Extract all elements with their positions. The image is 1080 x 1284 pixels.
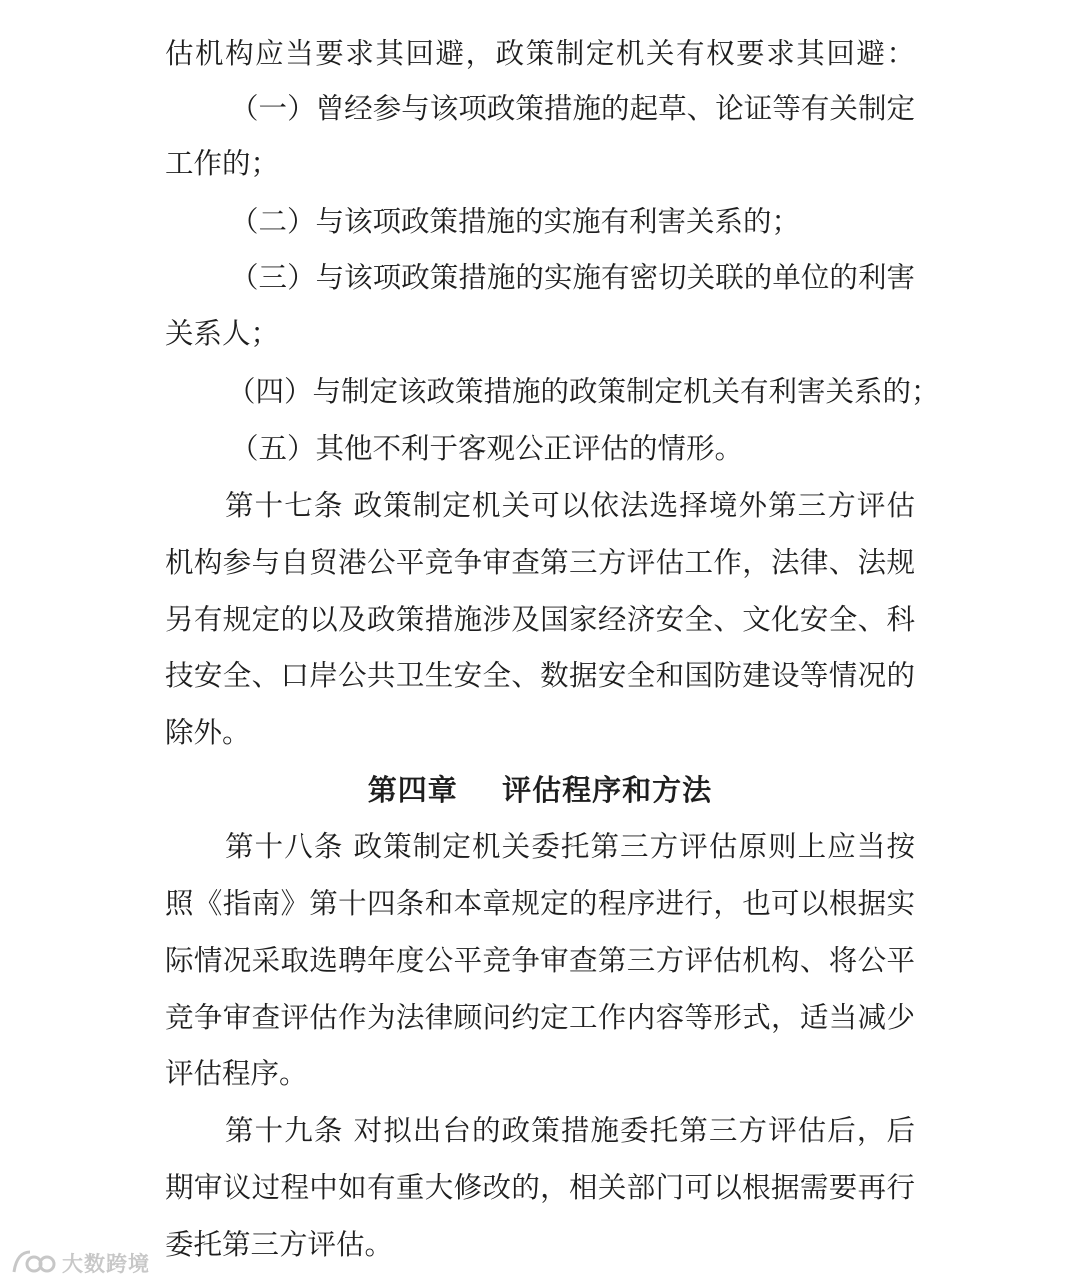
line-14: 第十八条 政策制定机关委托第三方评估原则上应当按 <box>225 830 915 863</box>
line-18: 评估程序。 <box>165 1057 308 1090</box>
brand-logo-icon <box>10 1248 56 1278</box>
line-7: （四）与制定该政策措施的政策制定机关有利害关系的； <box>227 375 940 408</box>
line-17: 竞争审查评估作为法律顾问约定工作内容等形式，适当减少 <box>165 1001 915 1034</box>
line-10: 机构参与自贸港公平竞争审查第三方评估工作，法律、法规 <box>165 546 915 579</box>
line-15: 照《指南》第十四条和本章规定的程序进行，也可以根据实 <box>165 887 915 920</box>
line-3: 工作的； <box>165 147 280 180</box>
line-5: （三）与该项政策措施的实施有密切关联的单位的利害 <box>230 261 915 294</box>
line-16: 际情况采取选聘年度公平竞争审查第三方评估机构、将公平 <box>165 944 915 977</box>
line-21: 委托第三方评估。 <box>165 1228 394 1261</box>
line-2: （一）曾经参与该项政策措施的起草、论证等有关制定 <box>230 92 915 125</box>
line-4: （二）与该项政策措施的实施有利害关系的； <box>230 205 801 238</box>
watermark <box>10 1246 150 1280</box>
line-11: 另有规定的以及政策措施涉及国家经济安全、文化安全、科 <box>165 603 915 636</box>
line-20: 期审议过程中如有重大修改的，相关部门可以根据需要再行 <box>165 1171 915 1204</box>
line-6: 关系人； <box>165 317 280 350</box>
line-13: 除外。 <box>165 716 251 749</box>
watermark-text: 大数跨境 <box>62 1252 150 1276</box>
line-1: 估机构应当要求其回避，政策制定机关有权要求其回避： <box>165 37 915 70</box>
line-19: 第十九条 对拟出台的政策措施委托第三方评估后，后 <box>225 1114 915 1147</box>
chapter-heading: 第四章 评估程序和方法 <box>367 773 713 807</box>
line-9: 第十七条 政策制定机关可以依法选择境外第三方评估 <box>225 489 915 522</box>
line-8: （五）其他不利于客观公正评估的情形。 <box>230 432 744 465</box>
line-12: 技安全、口岸公共卫生安全、数据安全和国防建设等情况的 <box>165 659 915 692</box>
